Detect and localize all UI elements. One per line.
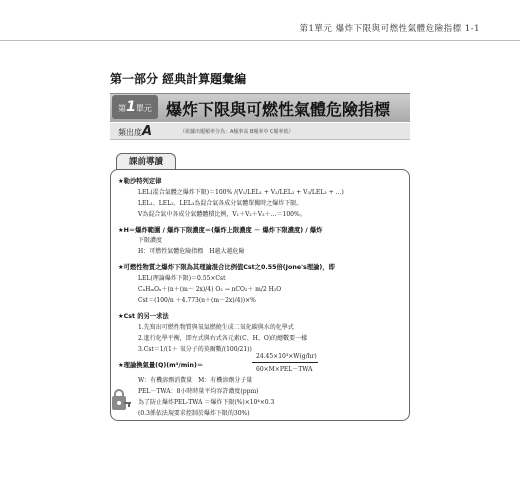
item-line: 1.先寫出可燃性物質與氧氣燃燒生成二氧化碳與水的化學式 xyxy=(138,324,294,331)
frequency-grade: A xyxy=(142,124,153,139)
unit-badge xyxy=(112,95,158,119)
unit-label-suffix: 單元 xyxy=(135,104,152,113)
item-line: (0.3係依法規要求控制於爆炸下限的30%) xyxy=(138,410,250,417)
unit-label-prefix: 第 xyxy=(118,104,127,113)
formula-denominator: 60×M×PEL－TWA xyxy=(256,366,313,373)
item-title: ★勒沙特列定律 xyxy=(118,178,162,185)
item-title: ★Cst 的另一求法 xyxy=(118,313,169,320)
item-line: CₙHₘOₓ＋(n＋(m－ 2x)/4) O₂ → nCO₂＋ m/2 H₂O xyxy=(138,286,282,293)
frequency-label xyxy=(118,124,152,139)
item-line: 下限濃度 xyxy=(138,237,163,244)
item-line: 為了防止爆炸PEL-TWA ＝爆炸下限(%)×10⁴×0.3 xyxy=(138,399,275,406)
item-line: V為混合氣中各成分氣體體積比例，V₁＋V₂＋V₃＋…＝100%。 xyxy=(138,211,306,218)
formula-numerator: 24.45×10³×W(g/hr) xyxy=(256,353,317,360)
item-line: PEL－TWA：8小時時量平均容許濃度(ppm) xyxy=(138,388,259,395)
chapter-title: 爆炸下限與可燃性氣體危險指標 xyxy=(166,100,391,119)
unit-number: 1 xyxy=(126,99,136,115)
item-line: 3.Cst＝1/(1＋ 氧分子的莫爾數/(100/21)) xyxy=(138,346,252,353)
item-line: 2.進行化學平衡，即左式與右式各元素(C、H、O)的總數要一樣 xyxy=(138,335,308,342)
key-lock-icon xyxy=(110,388,132,414)
header-rule xyxy=(0,40,520,41)
part-title: 第一部分 經典計算題彙編 xyxy=(110,72,247,86)
item-line: H：可燃性氣體危險指標 H越大越危險 xyxy=(138,248,245,255)
section-tab: 課前導讀 xyxy=(116,153,176,170)
item-line: Cst＝(100/n ＋4.773(n＋(m－2x)/4))×% xyxy=(138,297,256,304)
fraction-bar xyxy=(252,362,318,363)
item-line: W：有機溶劑消費量 M：有機溶劑分子量 xyxy=(138,377,253,384)
frequency-label-text: 頻出度 xyxy=(118,128,142,137)
item-line: LEL(混合氣體之爆炸下限)＝100% /(V₁/LEL₁ + V₂/LEL₂ + V₃/LEL₃ + …) xyxy=(138,189,344,196)
item-title: ★可燃性物質之爆炸下限為其理論混合比例值Cst之0.55倍(Jone's理論)，即 xyxy=(118,264,335,271)
item-title: ★H＝爆炸範圍 / 爆炸下限濃度＝(爆炸上限濃度 － 爆炸下限濃度) / 爆炸 xyxy=(118,227,323,234)
running-header: 第1單元 爆炸下限與可燃性氣體危險指標 1-1 xyxy=(299,24,480,34)
item-line: LEL₁、LEL₂、LEL₃為混合氣各成分氣體單獨時之爆炸下限。 xyxy=(138,200,303,207)
frequency-note: （依據出題頻率分為：A頻率高 B頻率中 C頻率低） xyxy=(180,129,294,135)
item-title: ★理論換氣量(Q)(m³/min)＝ xyxy=(118,362,204,369)
item-line: LEL(理論爆炸下限)＝0.55×Cst xyxy=(138,275,226,282)
